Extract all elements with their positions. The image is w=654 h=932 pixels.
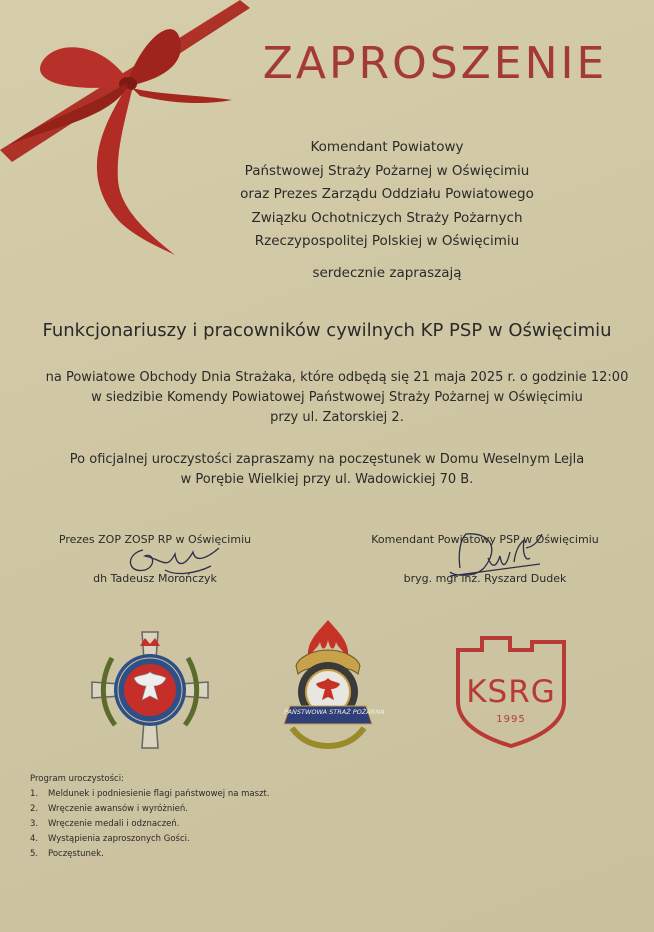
program-list [30,772,270,862]
item-text: Wręczenie medali i odznaczeń. [48,819,180,829]
list-item [30,802,270,817]
list-item [30,847,270,862]
item-text: Poczęstunek. [48,849,104,859]
details-line: przy ul. Zatorskiej 2. [270,410,404,425]
ksrg-logo-year: 1995 [496,714,526,725]
item-number: 1. [30,789,39,799]
signature-role: Prezes ZOP ZOSP RP w Oświęcimiu [58,533,252,546]
ksrg-logo-text: KSRG [466,674,556,710]
list-item [30,832,270,847]
signature-role: Komendant Powiatowy PSP w Oświęcimiu [371,533,599,546]
guest-line: Funkcjonariuszy i pracowników cywilnych KP PSP w Oświęcimiu [42,320,612,341]
host-line: Związku Ochotniczych Straży Pożarnych [251,209,523,226]
item-text: Wystąpienia zaproszonych Gości. [48,834,190,844]
host-line: Rzeczypospolitej Polskiej w Oświęcimiu [254,233,520,249]
event-details [10,368,654,428]
item-text: Wręczenie awansów i wyróżnień. [48,804,188,814]
psp-emblem-band-text: PAŃSTWOWA STRAŻ POŻARNA [284,708,385,716]
host-line: Państwowej Straży Pożarnej w Oświęcimiu [244,162,530,179]
handwritten-signature-left-icon [115,540,225,582]
item-number: 5. [30,849,39,859]
zosp-emblem-icon [90,630,210,750]
reception-line: Po oficjalnej uroczystości zapraszamy na poczęstunek w Domu Weselnym Lejla [69,452,585,467]
item-text: Meldunek i podniesienie flagi państwowej na maszt. [48,789,270,799]
item-number: 2. [30,804,39,814]
reception-line: w Porębie Wielkiej przy ul. Wadowickiej 70 B. [180,472,474,487]
item-number: 4. [30,834,39,844]
details-line: na Powiatowe Obchody Dnia Strażaka, które odbędą się 21 maja 2025 r. o godzinie 12:00 [45,370,629,385]
list-item [30,787,270,802]
host-line: Komendant Powiatowy [310,139,464,155]
list-item [30,817,270,832]
item-number: 3. [30,819,39,829]
page-title: ZAPROSZENIE [262,38,608,89]
host-block [120,136,654,254]
reception-details [0,450,654,490]
signature-name: dh Tadeusz Morończyk [93,572,217,585]
invite-verb: serdecznie zapraszają [312,265,462,281]
details-line: w siedzibie Komendy Powiatowej Państwowej Straży Pożarnej w Oświęcimiu [91,390,583,405]
psp-emblem-icon [272,620,384,750]
program-heading: Program uroczystości: [30,774,124,784]
handwritten-signature-right-icon [430,528,550,584]
host-line: oraz Prezes Zarządu Oddziału Powiatowego [240,186,534,202]
signature-name: bryg. mgr inż. Ryszard Dudek [403,572,567,585]
